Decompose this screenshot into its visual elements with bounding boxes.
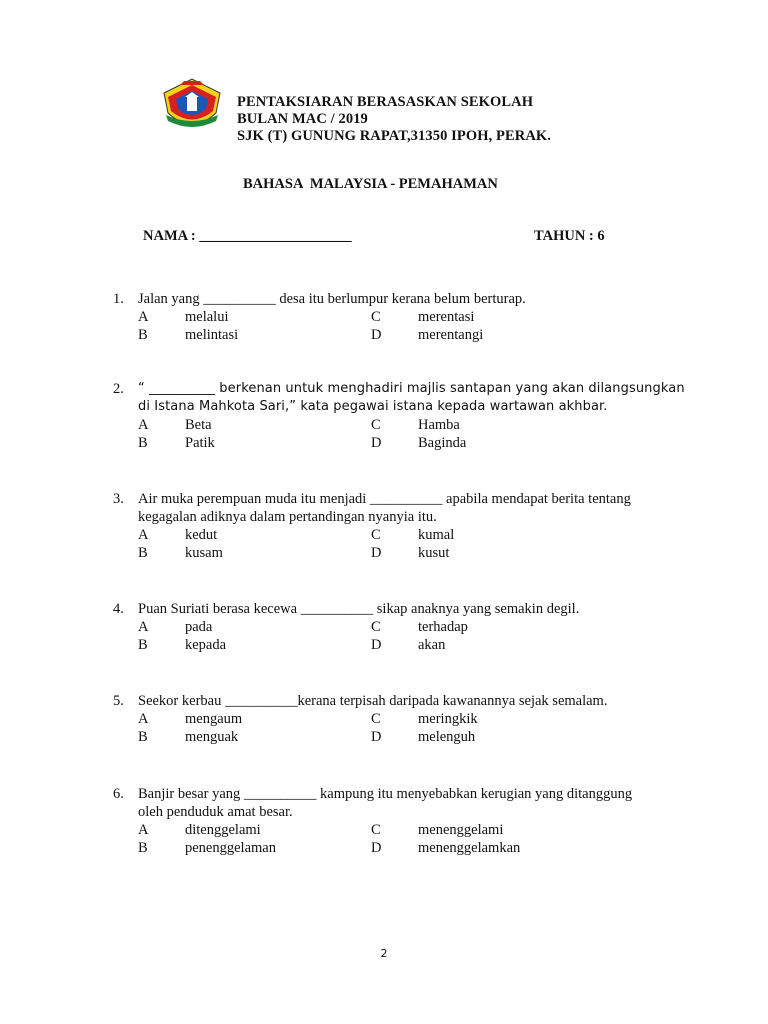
option-text-d: menenggelamkan [418,840,521,856]
question-text-continued: kegagalan adiknya dalam pertandingan nyanyia itu. [138,509,437,525]
option-letter-a: A [138,309,149,325]
question-text-continued: di Istana Mahkota Sari,” kata pegawai istana kepada wartawan akhbar. [138,399,608,414]
option-text-d: kusut [418,545,450,561]
option-text-b: kepada [185,637,227,653]
option-text-b: kusam [185,545,223,561]
option-letter-b: B [138,729,148,745]
option-text-d: akan [418,637,446,653]
question-number: 5. [113,693,124,709]
option-letter-d: D [371,840,382,856]
school-crest-icon [160,75,224,135]
option-text-c: Hamba [418,417,460,433]
header-line-school: SJK (T) GUNUNG RAPAT,31350 IPOH, PERAK. [237,128,552,144]
option-text-d: melenguh [418,729,476,745]
option-text-c: terhadap [418,619,468,635]
option-letter-b: B [138,435,148,451]
option-text-a: Beta [185,417,212,433]
school-header [237,94,657,145]
option-text-a: ditenggelami [185,822,261,838]
option-letter-a: A [138,711,149,727]
option-text-c: kumal [418,527,455,543]
option-letter-c: C [371,417,381,433]
option-text-b: Patik [185,435,215,451]
option-letter-a: A [138,619,149,635]
option-text-c: merentasi [418,309,475,325]
option-letter-b: B [138,637,148,653]
subject-title: BAHASA MALAYSIA - PEMAHAMAN [243,176,498,192]
year-label: TAHUN : 6 [534,228,605,244]
page-number: 2 [380,947,388,960]
option-text-a: pada [185,619,213,635]
option-letter-b: B [138,545,148,561]
option-text-d: Baginda [418,435,467,451]
option-letter-c: C [371,711,381,727]
option-letter-b: B [138,840,148,856]
option-text-a: mengaum [185,711,243,727]
option-text-b: melintasi [185,327,239,343]
option-letter-c: C [371,309,381,325]
question-number: 4. [113,601,124,617]
option-letter-d: D [371,435,382,451]
question-text-continued: oleh penduduk amat besar. [138,804,293,820]
question-text: “ __________ berkenan untuk menghadiri majlis santapan yang akan dilangsungkan [138,381,685,396]
option-letter-d: D [371,545,382,561]
option-letter-c: C [371,619,381,635]
question-text: Jalan yang __________ desa itu berlumpur kerana belum berturap. [138,291,526,307]
option-letter-d: D [371,729,382,745]
option-text-b: penenggelaman [185,840,276,856]
question-1 [113,290,673,344]
question-text: Banjir besar yang __________ kampung itu menyebabkan kerugian yang ditanggung [138,786,633,802]
option-letter-d: D [371,637,382,653]
question-number: 6. [113,786,124,802]
option-letter-d: D [371,327,382,343]
header-line-assessment: PENTAKSIARAN BERASASKAN SEKOLAH [237,94,534,110]
option-letter-c: C [371,822,381,838]
name-field-label: NAMA : _____________________ [143,228,352,244]
question-text: Puan Suriati berasa kecewa __________ sikap anaknya yang semakin degil. [138,601,580,617]
question-text: Air muka perempuan muda itu menjadi __________ apabila mendapat berita tentang [138,491,631,507]
option-letter-a: A [138,417,149,433]
question-5 [113,692,673,746]
question-4 [113,600,673,654]
option-text-c: meringkik [418,711,478,727]
question-number: 3. [113,491,124,507]
question-number: 2. [113,381,124,397]
option-text-a: melalui [185,309,229,325]
option-text-c: menenggelami [418,822,504,838]
option-text-b: menguak [185,729,239,745]
option-letter-b: B [138,327,148,343]
header-line-month: BULAN MAC / 2019 [237,111,368,127]
option-letter-a: A [138,527,149,543]
question-text: Seekor kerbau __________kerana terpisah daripada kawanannya sejak semalam. [138,693,608,709]
option-letter-c: C [371,527,381,543]
question-2 [113,380,685,452]
option-text-a: kedut [185,527,218,543]
option-text-d: merentangi [418,327,484,343]
question-6 [113,785,673,857]
question-3 [113,490,673,562]
question-number: 1. [113,291,124,307]
option-letter-a: A [138,822,149,838]
